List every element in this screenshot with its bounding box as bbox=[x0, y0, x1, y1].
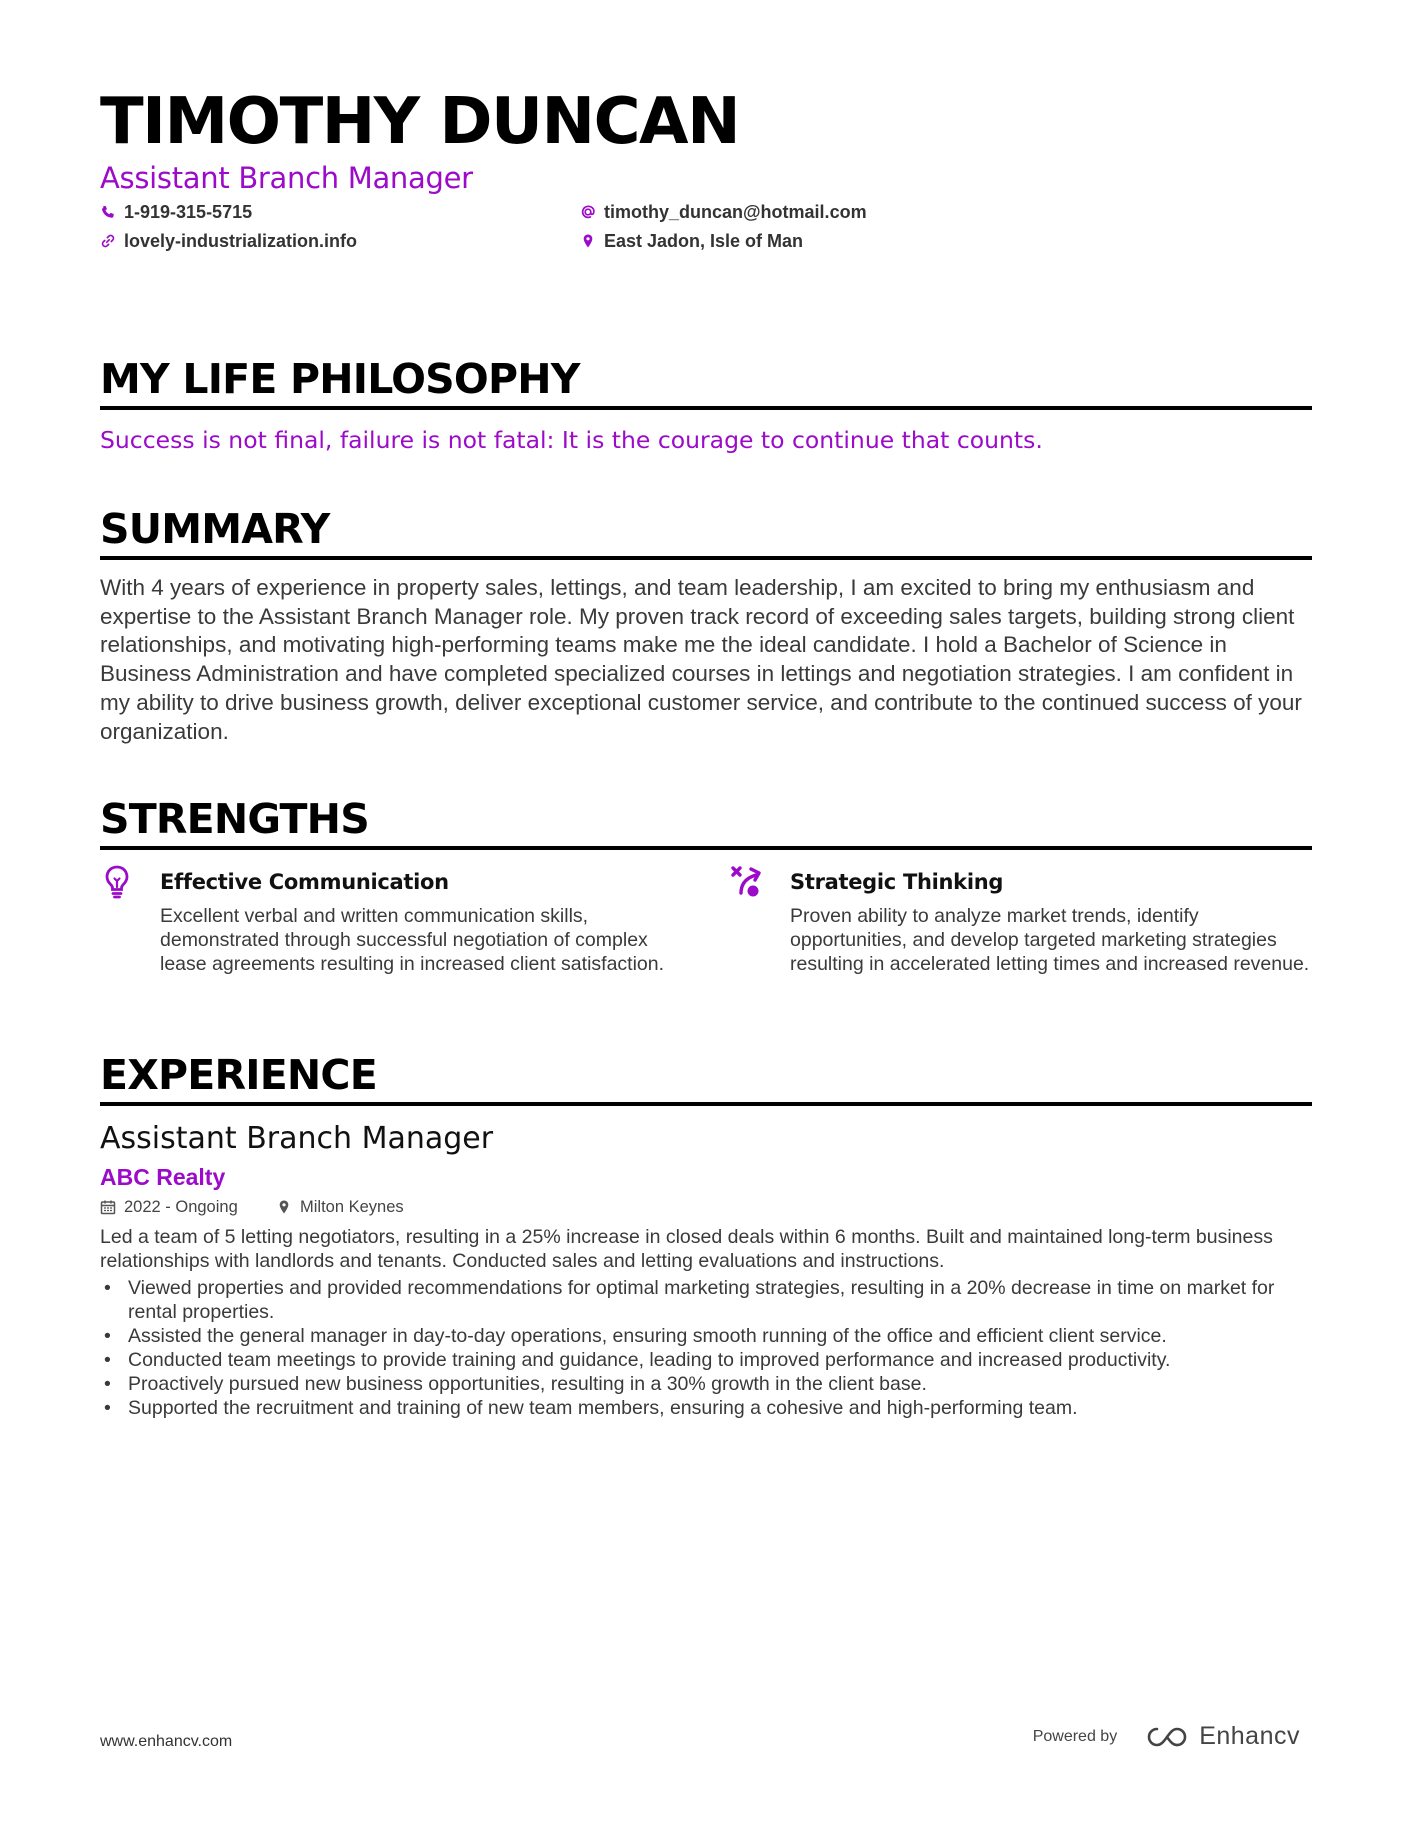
strengths-heading: STRENGTHS bbox=[100, 794, 1312, 850]
location-text: East Jadon, Isle of Man bbox=[604, 231, 804, 251]
contact-phone bbox=[100, 200, 252, 224]
experience-dates bbox=[100, 1196, 238, 1218]
list-item: • Conducted team meetings to provide training and guidance, leading to improved performance and increased productivity. bbox=[100, 1348, 1312, 1372]
experience-location bbox=[276, 1196, 404, 1218]
dates-text: 2022 - Ongoing bbox=[124, 1198, 238, 1216]
phone-text: 1-919-315-5715 bbox=[124, 202, 253, 222]
enhancv-logo-icon bbox=[1143, 1723, 1191, 1751]
contact-email bbox=[580, 200, 867, 224]
location-pin-icon bbox=[580, 233, 596, 249]
experience-heading: EXPERIENCE bbox=[100, 1050, 1312, 1106]
experience-company: ABC Realty bbox=[100, 1164, 226, 1190]
brand-name: Enhancv bbox=[1199, 1722, 1300, 1750]
experience-location-text: Milton Keynes bbox=[300, 1198, 404, 1216]
footer-branding bbox=[1033, 1722, 1300, 1751]
at-icon bbox=[580, 204, 596, 220]
calendar-icon bbox=[100, 1199, 116, 1215]
list-item: • Viewed properties and provided recommendations for optimal marketing strategies, resulting in a 20% decrease in time on market for rental properties. bbox=[100, 1276, 1312, 1324]
list-item: • Assisted the general manager in day-to-day operations, ensuring smooth running of the office and efficient client service. bbox=[100, 1324, 1312, 1348]
strength-description: Excellent verbal and written communication skills, demonstrated through successful negotiation of complex lease agreements resulting in increased client satisfaction. bbox=[160, 905, 665, 975]
brand-logo[interactable] bbox=[1143, 1722, 1300, 1751]
strength-description: Proven ability to analyze market trends, identify opportunities, and develop targeted marketing strategies resulting in accelerated letting times and increased revenue. bbox=[790, 905, 1310, 975]
list-item: • Proactively pursued new business opportunities, resulting in a 30% growth in the client base. bbox=[100, 1372, 1312, 1396]
experience-description: Led a team of 5 letting negotiators, resulting in a 25% increase in closed deals within 6 months. Built and maintained long-term business relationships with landlords and tenants. Conducted sales and letting evaluations and instructions. bbox=[100, 1226, 1273, 1272]
strategy-icon bbox=[730, 864, 764, 900]
resume-page bbox=[100, 0, 1312, 1826]
candidate-name: TIMOTHY DUNCAN bbox=[100, 85, 740, 159]
website-text: lovely-industrialization.info bbox=[124, 231, 358, 251]
footer-website[interactable]: www.enhancv.com bbox=[100, 1733, 233, 1750]
link-icon bbox=[100, 233, 116, 249]
contact-website bbox=[100, 229, 357, 253]
location-pin-icon bbox=[276, 1199, 292, 1215]
philosophy-heading: MY LIFE PHILOSOPHY bbox=[100, 354, 1312, 410]
candidate-title: Assistant Branch Manager bbox=[100, 161, 473, 195]
lightbulb-icon bbox=[100, 864, 134, 900]
summary-text: With 4 years of experience in property sales, lettings, and team leadership, I am excited to bring my enthusiasm and expertise to the Assistant Branch Manager role. My proven track record of exceeding sales targets, building strong client relationships, and motivating high-performing teams make me the ideal candidate. I hold a Bachelor of Science in Business Administration and have completed specialized courses in lettings and negotiation strategies. I am confident in my ability to drive business growth, deliver exceptional customer service, and contribute to the continued success of your organization. bbox=[100, 575, 1302, 744]
strength-title: Effective Communication bbox=[160, 870, 449, 894]
experience-bullets bbox=[100, 1276, 1312, 1420]
contact-location bbox=[580, 229, 803, 253]
email-text: timothy_duncan@hotmail.com bbox=[604, 202, 867, 222]
strength-title: Strategic Thinking bbox=[790, 870, 1004, 894]
phone-icon bbox=[100, 204, 116, 220]
powered-by-label: Powered by bbox=[1032, 1727, 1118, 1745]
philosophy-quote: Success is not final, failure is not fatal: It is the courage to continue that counts. bbox=[100, 426, 1043, 454]
list-item: • Supported the recruitment and training of new team members, ensuring a cohesive and high-performing team. bbox=[100, 1396, 1312, 1420]
summary-heading: SUMMARY bbox=[100, 504, 1312, 560]
experience-role: Assistant Branch Manager bbox=[100, 1121, 494, 1156]
